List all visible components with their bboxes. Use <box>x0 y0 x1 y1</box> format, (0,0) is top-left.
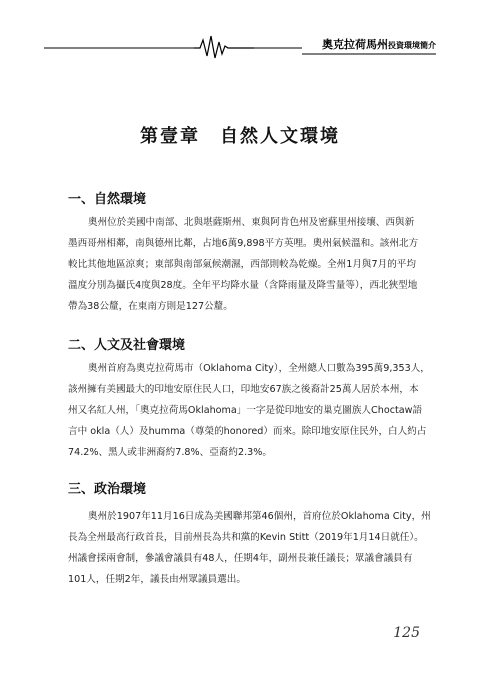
paragraph-line: 州又名紅人州，「奧克拉荷馬Oklahoma」一字是從印地安的巢克圖族人Choctaw語 <box>68 405 423 416</box>
section-heading-natural: 一、自然環境 <box>68 192 147 207</box>
paragraph-line: 溫度分別為攝氏4度與28度。全年平均降水量（含降雨量及降雪量等），西北狹型地 <box>68 280 418 291</box>
page-number: 125 <box>393 625 420 641</box>
paragraph-line: 較比其他地區涼爽；東部與南部氣候潮濕，西部則較為乾燥。全州1月與7月的平均 <box>68 259 416 270</box>
paragraph-society <box>68 358 430 463</box>
paragraph-line: 州議會採兩會制，參議會議員有48人，任期4年，副州長兼任議長；眾議會議員有 <box>68 553 413 564</box>
paragraph-line: 言中 okla（人）及humma（尊榮的honored）而來。除印地安原住民外，白人約占 <box>68 426 427 437</box>
paragraph-line: 奧州位於美國中南部、北與堪薩斯州、東與阿肯色州及密蘇里州接壤、西與新 <box>88 217 415 228</box>
paragraph-line: 墨西哥州相鄰，南與德州比鄰，占地6萬9,898平方英哩。奧州氣候溫和。該州北方 <box>68 238 419 249</box>
paragraph-line: 奧州首府為奧克拉荷馬市（Oklahoma City），全州總人口數為395萬9,353人， <box>88 363 430 374</box>
header-state-name: 奧克拉荷馬州 <box>322 38 388 51</box>
paragraph-line: 該州擁有美國最大的印地安原住民人口，印地安67族之後裔計25萬人居於本州，本 <box>68 384 419 395</box>
paragraph-line: 帶為38公釐，在東南方則是127公釐。 <box>68 301 233 312</box>
header-title <box>322 36 436 52</box>
paragraph-politics <box>68 506 431 590</box>
header-subtitle: 投資環境簡介 <box>388 41 436 50</box>
running-header <box>44 32 436 60</box>
paragraph-line: 長為全州最高行政首長，目前州長為共和黨的Kevin Stitt（2019年1月14日就任）。 <box>68 532 424 543</box>
paragraph-line: 74.2%、黑人或非洲裔約7.8%、亞裔約2.3%。 <box>68 447 272 458</box>
paragraph-line: 奧州於1907年11月16日成為美國聯邦第46個州，首府位於Oklahoma City，州 <box>88 511 431 522</box>
chapter-title: 第壹章 自然人文環境 <box>140 126 340 147</box>
section-heading-politics: 三、政治環境 <box>68 482 147 497</box>
section-heading-society: 二、人文及社會環境 <box>68 338 186 353</box>
paragraph-line: 101人，任期2年，議長由州眾議員選出。 <box>68 574 246 585</box>
paragraph-natural <box>68 212 420 317</box>
